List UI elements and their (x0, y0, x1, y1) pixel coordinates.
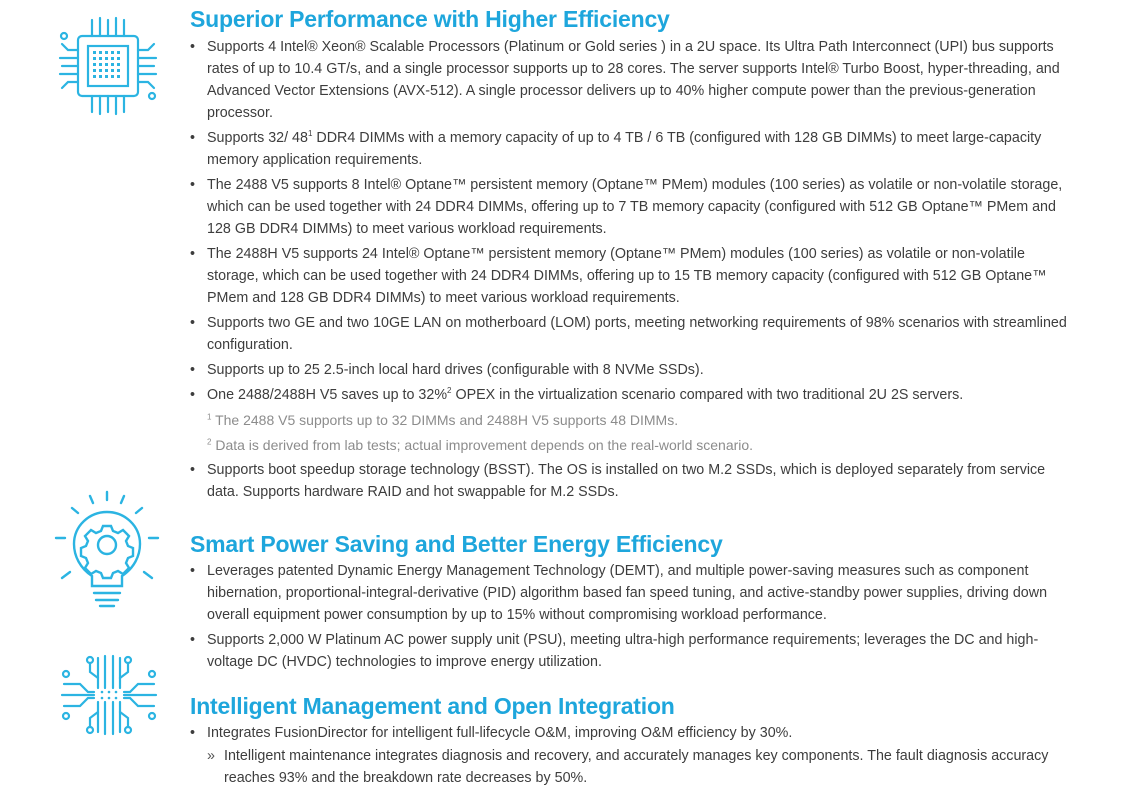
lightbulb-gear-icon (52, 490, 162, 612)
section-heading: Intelligent Management and Open Integration (190, 693, 675, 719)
list-item: • Supports 4 Intel® Xeon® Scalable Processors (Platinum or Gold series ) in a 2U space. Its Ultra Path Interconnect (UPI) bus supports rates of up to 10.4 GT/s, and a single processor supports up to 28 cores. The server supports Intel® Turbo Boost, hyper-threading, and Advanced Vector Extensions (AVX-512). A single processor delivers up to 40% higher compute power than the previous-generation processor. (190, 36, 1080, 124)
list-item: • Supports 32/ $48^1$ DDR4 DIMMs with a memory capacity of up to 4 TB / 6 TB (configured with 128 GB DIMMs) to meet large-capacity memory application requirements. (190, 127, 1080, 171)
section-power-saving (190, 530, 1080, 676)
footnote: $^2$ Data is derived from lab tests; actual improvement depends on the real-world scenario. (207, 437, 754, 453)
list-item: • Supports two GE and two 10GE LAN on motherboard (LOM) ports, meeting networking requirements of 98% scenarios with streamlined configuration. (190, 312, 1080, 356)
section-performance (190, 5, 1080, 506)
bullet-list (190, 459, 1080, 503)
bullet-list (190, 560, 1080, 673)
list-item: • The 2488H V5 supports 24 Intel® Optane™ persistent memory (Optane™ PMem) modules (100 series) as volatile or non-volatile storage, which can be used together with 24 DDR4 DIMMs, offering up to 15 TB memory capacity (configured with 512 GB Optane™ PMem and 128 GB DDR4 DIMMs) to meet various workload requirements. (190, 243, 1080, 309)
list-item: • The 2488 V5 supports 8 Intel® Optane™ persistent memory (Optane™ PMem) modules (100 series) as volatile or non-volatile storage, which can be used together with 24 DDR4 DIMMs, offering up to 7 TB memory capacity (configured with 512 GB Optane™ PMem and 128 GB DDR4 DIMMs) to meet various workload requirements. (190, 174, 1080, 240)
bullet-list (190, 36, 1080, 406)
list-item: • Supports 2,000 W Platinum AC power supply unit (PSU), meeting ultra-high performance requirements; leverages the DC and high-voltage DC (HVDC) technologies to improve energy utilization. (190, 629, 1080, 673)
list-item: • Integrates FusionDirector for intelligent full-lifecycle O&M, improving O&M efficiency by 30%. (190, 722, 1080, 744)
cpu-chip-icon (56, 14, 160, 118)
sub-bullet-marker: » (207, 748, 215, 764)
footnote-ref: 1 (307, 129, 313, 139)
circuit-integration-icon (60, 654, 158, 736)
sub-list-item: » Intelligent maintenance integrates diagnosis and recovery, and accurately manages key components. The fault diagnosis accuracy reaches 93% and the breakdown rate decreases by 50%. (190, 745, 1080, 789)
footnote: $^1$ The 2488 V5 supports up to 32 DIMMs and 2488H V5 supports 48 DIMMs. (207, 412, 679, 428)
list-item: • Supports boot speedup storage technology (BSST). The OS is installed on two M.2 SSDs, which is deployed separately from service data. Supports hardware RAID and hot swappable for M.2 SSDs. (190, 459, 1080, 503)
section-heading: Smart Power Saving and Better Energy Efficiency (190, 531, 723, 557)
list-item: • Leverages patented Dynamic Energy Management Technology (DEMT), and multiple power-saving measures such as component hibernation, proportional-integral-derivative (PID) algorithm based fan speed tuning, and active-standby power supplies, driving down overall equipment power consumption by up to 15% without compromising workload performance. (190, 560, 1080, 626)
footnote-ref: 2 (447, 386, 452, 396)
list-item: • Supports up to 25 2.5-inch local hard drives (configurable with 8 NVMe SSDs). (190, 359, 1080, 381)
section-heading: Superior Performance with Higher Efficiency (190, 6, 670, 32)
bullet-list (190, 722, 1080, 744)
list-item: • One 2488/2488H V5 saves up to 32%$^2$ OPEX in the virtualization scenario compared with two traditional 2U 2S servers. (190, 384, 1080, 406)
section-management (190, 692, 1080, 789)
